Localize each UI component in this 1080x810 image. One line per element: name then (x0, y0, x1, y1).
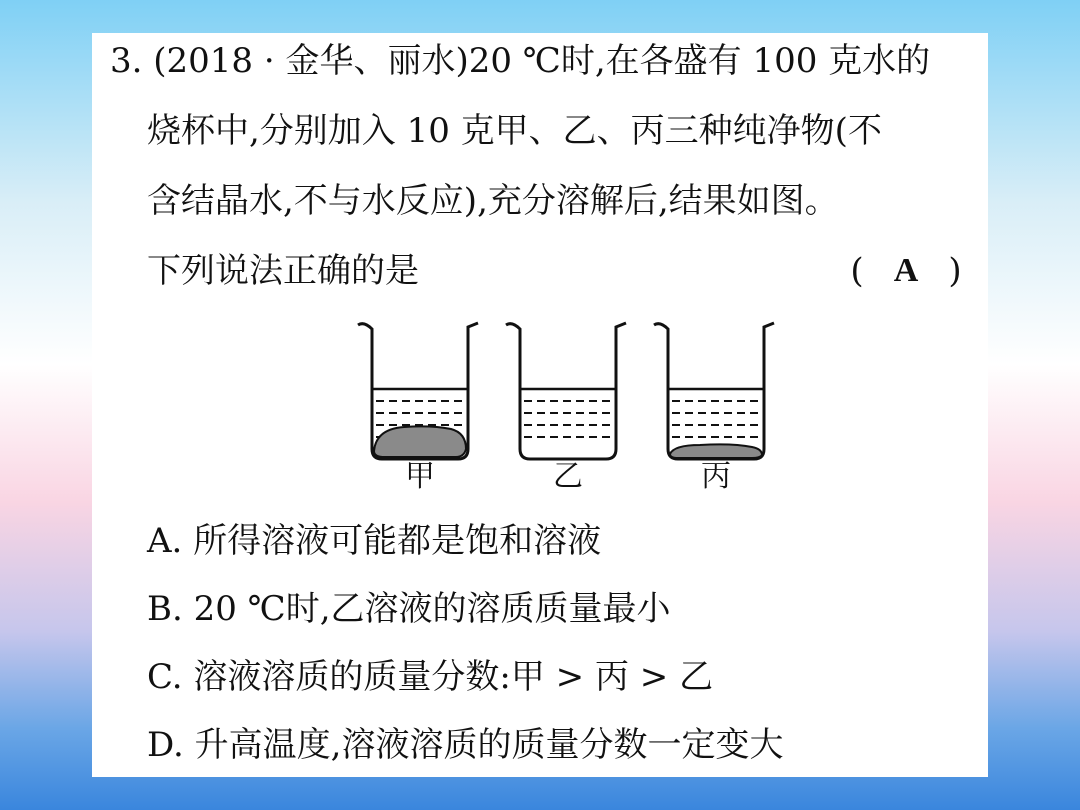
beaker-figure (352, 313, 782, 494)
option-d: D. 升高温度,溶液溶质的质量分数一定变大 (147, 725, 784, 765)
label-jia: 甲 (405, 459, 435, 494)
label-yi: 乙 (553, 459, 583, 494)
answer-close-paren: ) (948, 251, 962, 291)
answer-box (840, 251, 972, 291)
beaker-jia (358, 323, 478, 459)
beaker-yi (506, 323, 626, 459)
question-line-3: 含结晶水,不与水反应),充分溶解后,结果如图。 (147, 181, 839, 221)
question-line-4: 下列说法正确的是 (147, 251, 419, 291)
label-bing: 丙 (701, 459, 731, 494)
option-a: A. 所得溶液可能都是饱和溶液 (147, 521, 602, 561)
answer-value: A (893, 252, 919, 289)
answer-open-paren: ( (850, 251, 864, 291)
beaker-bing (654, 323, 774, 459)
option-c: C. 溶液溶质的质量分数:甲 > 丙 > 乙 (147, 657, 714, 697)
question-line-2: 烧杯中,分别加入 10 克甲、乙、丙三种纯净物(不 (147, 111, 882, 151)
question-line-1: 3. (2018 · 金华、丽水)20 ℃时,在各盛有 100 克水的 (110, 41, 931, 81)
question-card (92, 33, 988, 777)
option-b: B. 20 ℃时,乙溶液的溶质质量最小 (147, 589, 671, 629)
